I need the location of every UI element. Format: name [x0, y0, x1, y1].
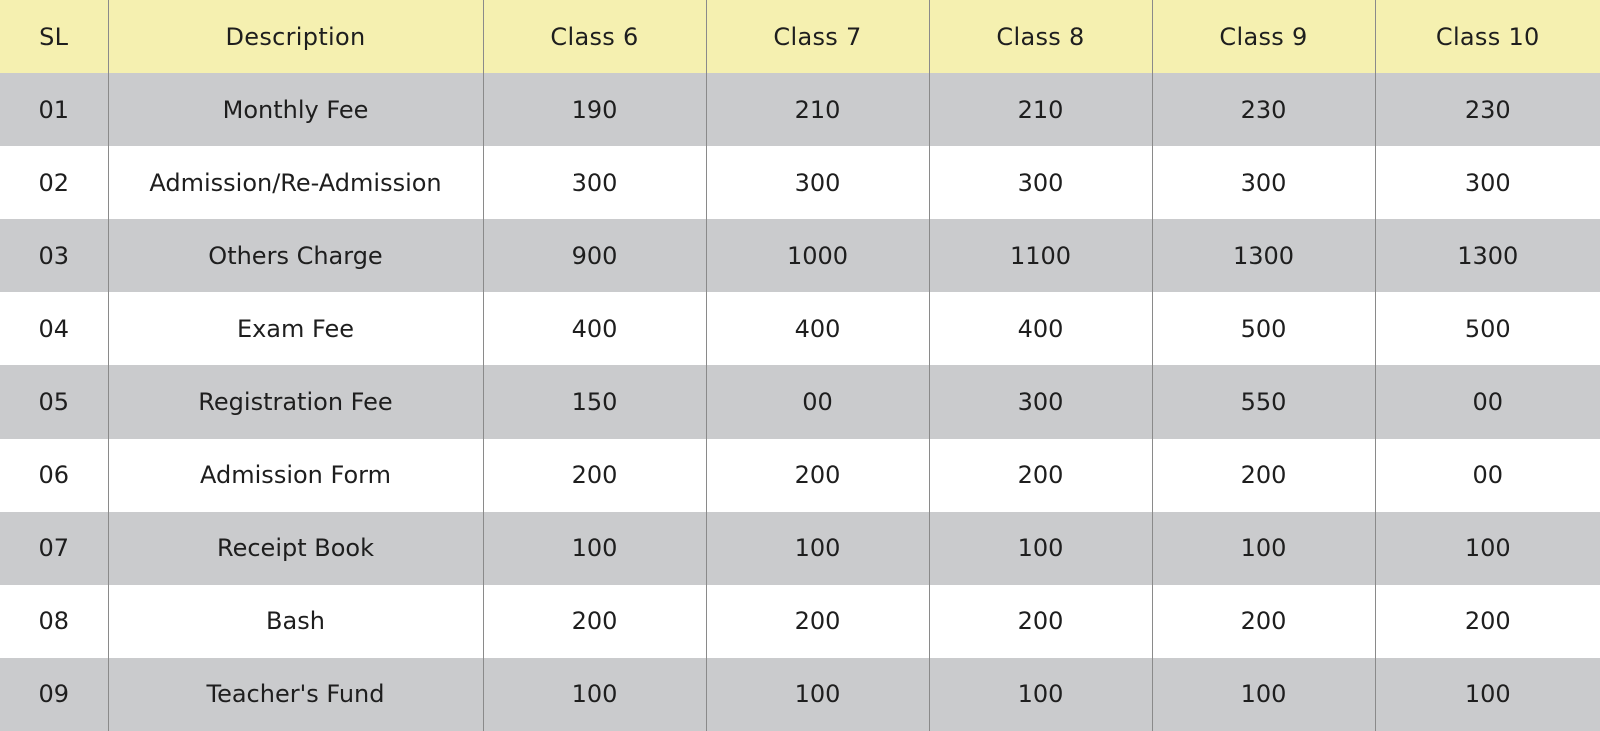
cell-description: Receipt Book: [108, 512, 483, 585]
cell-sl: 09: [38, 680, 70, 709]
header-class-6: Class 6: [483, 0, 706, 73]
header-description: Description: [108, 0, 483, 73]
table-body: [0, 73, 1600, 731]
cell-class-7: 200: [706, 439, 929, 512]
cell-class-10: 00: [1375, 439, 1600, 512]
table-row: [0, 73, 1600, 146]
cell-class-9: 300: [1152, 146, 1375, 219]
cell-class-7: 400: [706, 292, 929, 365]
cell-sl: 04: [38, 314, 70, 343]
cell-class-6: 900: [483, 219, 706, 292]
cell-class-6: 190: [483, 73, 706, 146]
cell-class-6: 400: [483, 292, 706, 365]
cell-class-9: 100: [1152, 658, 1375, 731]
cell-sl: 01: [38, 95, 70, 124]
cell-description: Teacher's Fund: [108, 658, 483, 731]
cell-class-7: 100: [706, 658, 929, 731]
cell-description: Exam Fee: [108, 292, 483, 365]
cell-class-6: 200: [483, 439, 706, 512]
cell-class-10: 230: [1375, 73, 1600, 146]
table-row: [0, 292, 1600, 365]
cell-class-10: 200: [1375, 585, 1600, 658]
cell-class-7: 200: [706, 585, 929, 658]
header-row: [0, 0, 1600, 73]
cell-class-10: 300: [1375, 146, 1600, 219]
cell-class-8: 1100: [929, 219, 1152, 292]
cell-class-7: 100: [706, 512, 929, 585]
cell-class-8: 210: [929, 73, 1152, 146]
cell-description: Bash: [108, 585, 483, 658]
cell-class-10: 1300: [1375, 219, 1600, 292]
table-row: [0, 658, 1600, 731]
cell-class-6: 150: [483, 365, 706, 438]
cell-class-7: 00: [706, 365, 929, 438]
table-row: [0, 512, 1600, 585]
cell-class-8: 200: [929, 439, 1152, 512]
cell-class-9: 230: [1152, 73, 1375, 146]
cell-class-9: 100: [1152, 512, 1375, 585]
cell-class-10: 100: [1375, 658, 1600, 731]
cell-class-9: 200: [1152, 439, 1375, 512]
cell-sl: 03: [38, 241, 70, 270]
cell-description: Admission Form: [108, 439, 483, 512]
cell-class-6: 100: [483, 512, 706, 585]
cell-class-9: 550: [1152, 365, 1375, 438]
table-row: [0, 365, 1600, 438]
header-class-10: Class 10: [1375, 0, 1600, 73]
cell-class-9: 1300: [1152, 219, 1375, 292]
cell-sl: 02: [38, 168, 70, 197]
cell-class-8: 300: [929, 146, 1152, 219]
cell-class-8: 300: [929, 365, 1152, 438]
table-row: [0, 439, 1600, 512]
header-class-8: Class 8: [929, 0, 1152, 73]
cell-class-7: 300: [706, 146, 929, 219]
table-row: [0, 585, 1600, 658]
cell-class-9: 500: [1152, 292, 1375, 365]
cell-class-8: 200: [929, 585, 1152, 658]
cell-class-8: 100: [929, 512, 1152, 585]
table-header: [0, 0, 1600, 73]
cell-class-8: 100: [929, 658, 1152, 731]
table-row: [0, 219, 1600, 292]
cell-description: Monthly Fee: [108, 73, 483, 146]
cell-sl: 06: [38, 461, 70, 490]
cell-class-10: 00: [1375, 365, 1600, 438]
cell-class-9: 200: [1152, 585, 1375, 658]
cell-description: Others Charge: [108, 219, 483, 292]
header-sl: SL: [39, 22, 69, 51]
header-class-7: Class 7: [706, 0, 929, 73]
cell-class-7: 1000: [706, 219, 929, 292]
cell-class-10: 100: [1375, 512, 1600, 585]
cell-class-6: 200: [483, 585, 706, 658]
cell-class-10: 500: [1375, 292, 1600, 365]
cell-class-6: 300: [483, 146, 706, 219]
cell-class-6: 100: [483, 658, 706, 731]
cell-description: Admission/Re-Admission: [108, 146, 483, 219]
table-row: [0, 146, 1600, 219]
cell-sl: 08: [38, 607, 70, 636]
cell-sl: 05: [38, 387, 70, 416]
cell-class-7: 210: [706, 73, 929, 146]
header-class-9: Class 9: [1152, 0, 1375, 73]
cell-sl: 07: [38, 534, 70, 563]
cell-description: Registration Fee: [108, 365, 483, 438]
cell-class-8: 400: [929, 292, 1152, 365]
